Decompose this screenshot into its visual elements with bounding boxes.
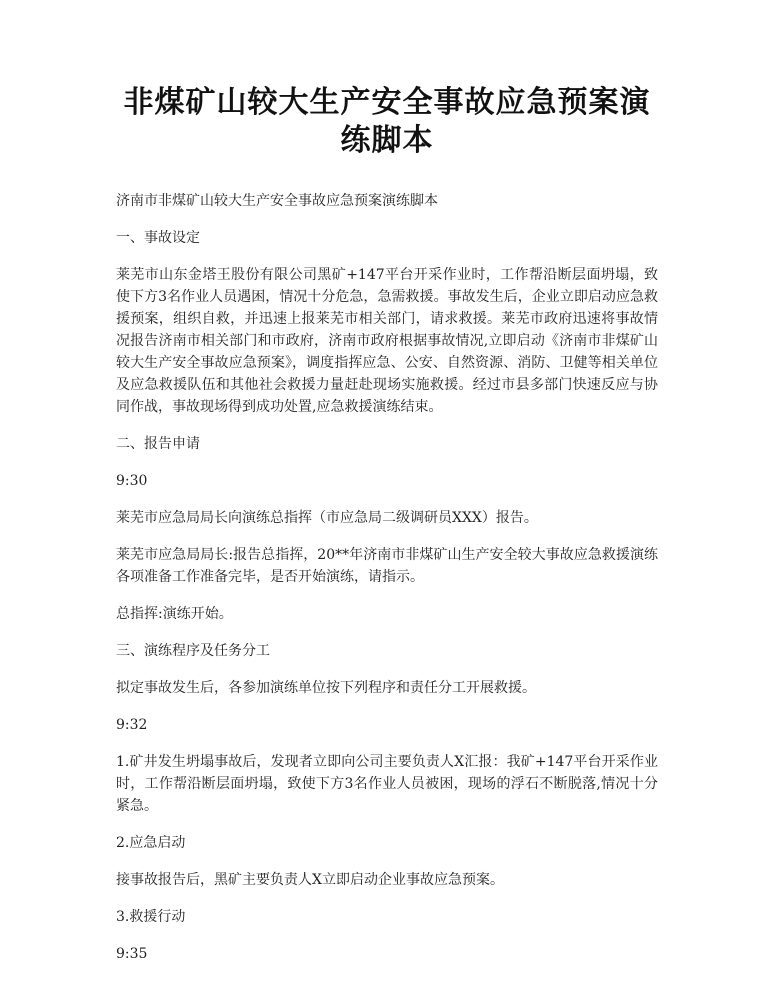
step-1-paragraph: 1.矿井发生坍塌事故后，发现者立即向公司主要负责人X汇报：我矿+147平台开采作业时，工作帮沿断层面坍塌，致使下方3名作业人员被困，现场的浮石不断脱落,情况十分紧急。	[116, 754, 658, 814]
timestamp-930: 9:30	[116, 473, 148, 489]
commander-instruction-paragraph: 总指挥:演练开始。	[116, 606, 233, 622]
step-3-heading: 3.救援行动	[116, 909, 186, 925]
timestamp-932: 9:32	[116, 717, 148, 733]
director-report-paragraph: 莱芜市应急局局长:报告总指挥，20**年济南市非煤矿山生产安全较大事故应急救援演练各项准备工作准备完毕，是否开始演练，请指示。	[116, 547, 658, 585]
document-page	[116, 84, 658, 980]
section-heading-drill-procedure: 三、演练程序及任务分工	[116, 643, 270, 659]
section-heading-report-request: 二、报告申请	[116, 436, 200, 452]
document-body	[116, 190, 658, 965]
timestamp-935: 9:35	[116, 946, 148, 962]
report-paragraph: 莱芜市应急局局长向演练总指挥（市应急局二级调研员XXX）报告。	[116, 510, 538, 526]
step-2-paragraph: 接事故报告后，黑矿主要负责人X立即启动企业事故应急预案。	[116, 872, 504, 888]
step-2-heading: 2.应急启动	[116, 835, 186, 851]
procedure-intro-paragraph: 拟定事故发生后，各参加演练单位按下列程序和责任分工开展救援。	[116, 680, 536, 696]
section-heading-incident-setting: 一、事故设定	[116, 230, 200, 246]
document-subtitle: 济南市非煤矿山较大生产安全事故应急预案演练脚本	[116, 193, 438, 209]
document-title: 非煤矿山较大生产安全事故应急预案演练脚本	[123, 85, 651, 158]
incident-description-paragraph: 莱芜市山东金塔王股份有限公司黑矿+147平台开采作业时，工作帮沿断层面坍塌，致使下方3名作业人员遇困，情况十分危急，急需救援。事故发生后，企业立即启动应急救援预案，组织自救，并迅速上报莱芜市相关部门，请求救援。莱芜市政府迅速将事故情况报告济南市相关部门和市政府，济南市政府根据事故情况,立即启动《济南市非煤矿山较大生产安全事故应急预案》，调度指挥应急、公安、自然资源、消防、卫健等相关单位及应急救援队伍和其他社会救援力量赶赴现场实施救援。经过市县多部门快速反应与协同作战，事故现场得到成功处置,应急救援演练结束。	[116, 267, 658, 415]
